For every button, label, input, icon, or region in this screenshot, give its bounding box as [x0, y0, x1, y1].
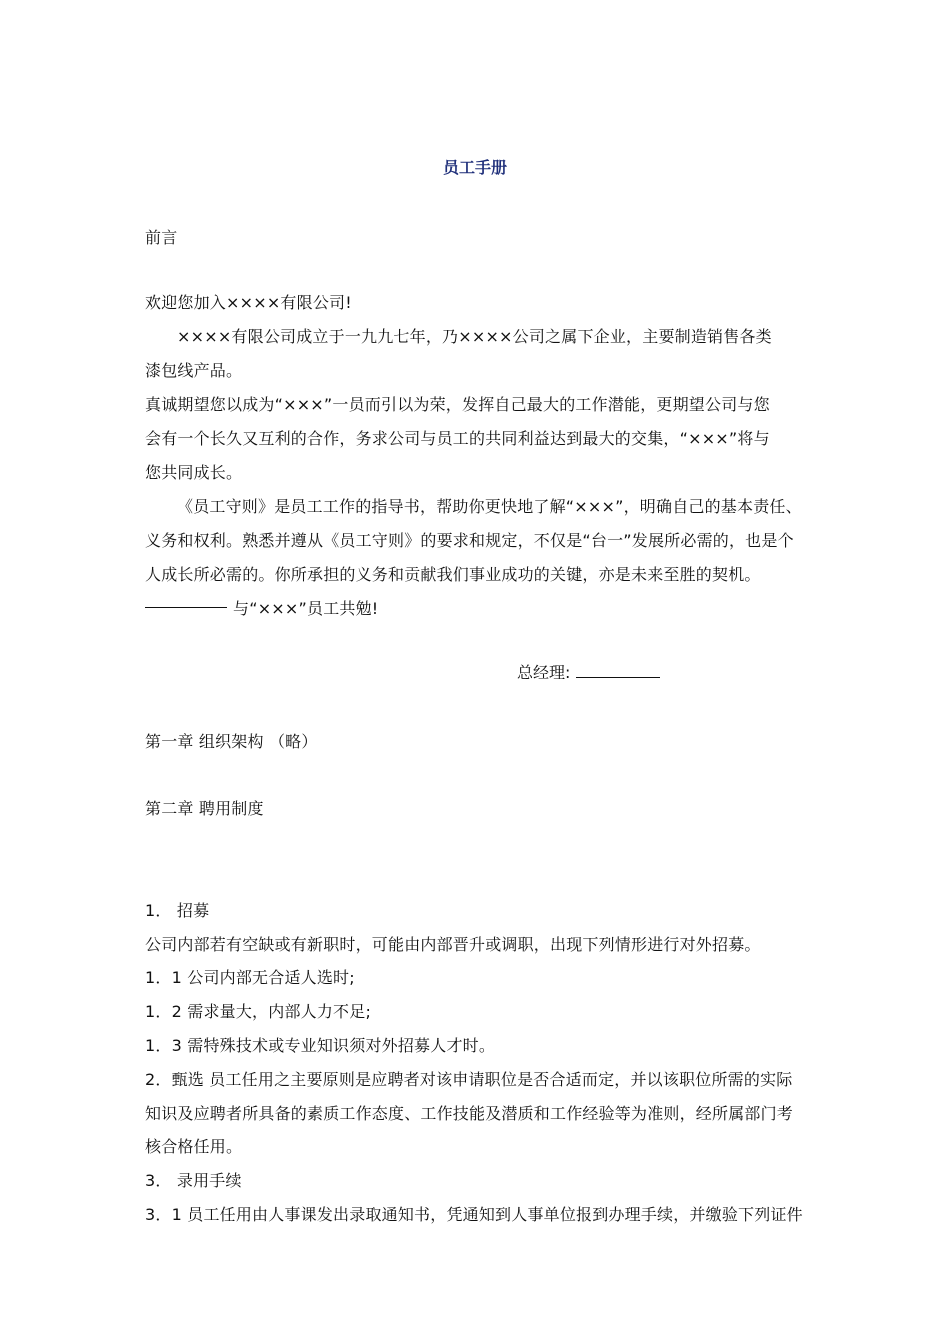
motto-text: 与“×××”员工共勉! — [233, 599, 379, 618]
para2-line2: 会有一个长久又互利的合作，务求公司与员工的共同利益达到最大的交集，“×××”将与 — [145, 429, 770, 448]
section2-line2: 知识及应聘者所具备的素质工作态度、工作技能及潜质和工作经验等为准则，经所属部门考 — [145, 1104, 794, 1123]
welcome-line: 欢迎您加入××××有限公司! — [145, 293, 352, 312]
chapter1-heading: 第一章 组织架构 （略） — [145, 732, 318, 751]
para3-line1: 《员工守则》是员工工作的指导书，帮助你更快地了解“×××”，明确自己的基本责任、 — [177, 497, 802, 516]
signature-blank — [576, 663, 660, 678]
para1-line2: 漆包线产品。 — [145, 361, 243, 380]
document-title: 员工手册 — [442, 158, 507, 177]
section1-item-3: 1．3 需特殊技术或专业知识须对外招募人才时。 — [145, 1036, 496, 1055]
para3-line3: 人成长所必需的。你所承担的义务和贡献我们事业成功的关键，亦是未来至胜的契机。 — [145, 565, 761, 584]
para2-line3: 您共同成长。 — [145, 463, 243, 482]
signature-line — [517, 663, 660, 683]
para1-line1: ××××有限公司成立于一九九七年，乃××××公司之属下企业，主要制造销售各类 — [177, 327, 772, 346]
section3-heading: 3． 录用手续 — [145, 1171, 242, 1190]
motto-line — [145, 599, 810, 619]
section3-item-1: 3．1 员工任用由人事课发出录取通知书，凭通知到人事单位报到办理手续，并缴验下列证件 — [145, 1205, 803, 1224]
section1-item-2: 1．2 需求量大，内部人力不足; — [145, 1002, 372, 1021]
section2-line1: 2．甄选 员工任用之主要原则是应聘者对该申请职位是否合适而定，并以该职位所需的实际 — [145, 1070, 793, 1089]
section1-intro: 公司内部若有空缺或有新职时，可能由内部晋升或调职，出现下列情形进行对外招募。 — [145, 935, 761, 954]
motto-dash-rule — [145, 607, 227, 608]
signature-label: 总经理: — [517, 663, 571, 682]
preface-heading: 前言 — [145, 228, 178, 247]
section1-item-1: 1．1 公司内部无合适人选时; — [145, 968, 355, 987]
para3-line2: 义务和权利。熟悉并遵从《员工守则》的要求和规定，不仅是“台一”发展所必需的，也是个 — [145, 531, 794, 550]
section2-line3: 核合格任用。 — [145, 1137, 243, 1156]
chapter2-heading: 第二章 聘用制度 — [145, 799, 264, 818]
section1-heading: 1． 招募 — [145, 901, 210, 920]
para2-line1: 真诚期望您以成为“×××”一员而引以为荣，发挥自己最大的工作潜能，更期望公司与您 — [145, 395, 770, 414]
